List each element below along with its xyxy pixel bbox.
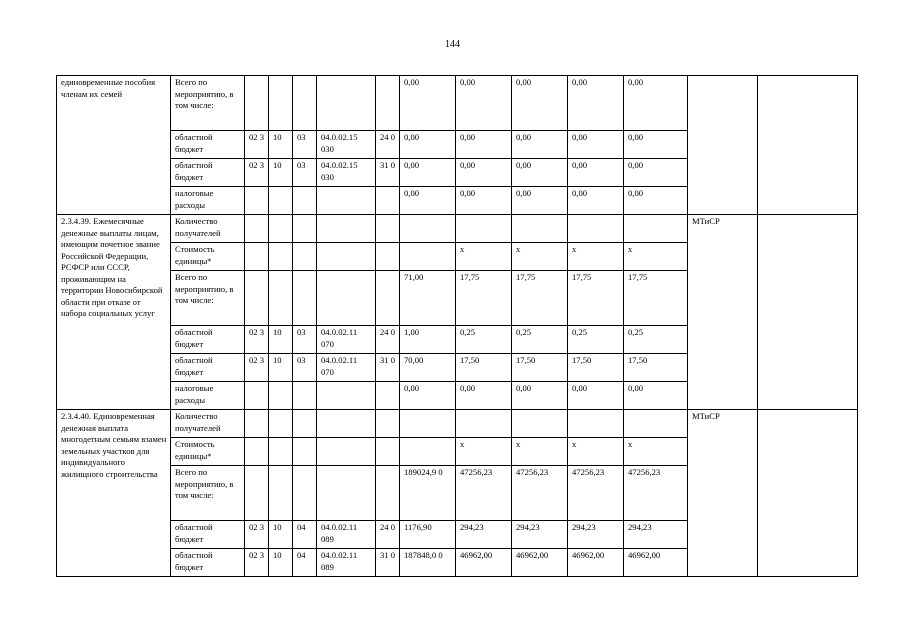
code-type-cell — [376, 243, 400, 271]
value-year4-cell: 0,00 — [624, 76, 688, 131]
value-year1-cell: 0,00 — [456, 187, 512, 215]
value-year1-cell: 0,00 — [456, 159, 512, 187]
code-target-cell: 04.0.02.15 030 — [317, 131, 376, 159]
code-grbs-cell — [245, 382, 269, 410]
value-year4-cell: 0,00 — [624, 131, 688, 159]
code-section-cell — [269, 438, 293, 466]
code-subsection-cell — [293, 382, 317, 410]
code-type-cell — [376, 438, 400, 466]
value-year4-cell — [624, 410, 688, 438]
code-section-cell — [269, 410, 293, 438]
executor-cell: МТиСР — [688, 410, 758, 577]
code-grbs-cell — [245, 410, 269, 438]
value-year4-cell: 0,00 — [624, 382, 688, 410]
value-year1-cell: 17,50 — [456, 354, 512, 382]
table-row — [57, 215, 858, 243]
code-type-cell: 24 0 — [376, 521, 400, 549]
value-year4-cell: 47256,23 — [624, 466, 688, 521]
value-year1-cell: 0,25 — [456, 326, 512, 354]
code-section-cell — [269, 215, 293, 243]
code-type-cell: 24 0 — [376, 131, 400, 159]
value-year2-cell: х — [512, 438, 568, 466]
code-type-cell — [376, 382, 400, 410]
code-target-cell — [317, 466, 376, 521]
value-year2-cell: 0,00 — [512, 187, 568, 215]
value-year1-cell: х — [456, 243, 512, 271]
value-year4-cell: 17,50 — [624, 354, 688, 382]
code-subsection-cell: 03 — [293, 159, 317, 187]
code-type-cell — [376, 76, 400, 131]
value-total-cell: 1176,90 — [400, 521, 456, 549]
value-total-cell: 187848,0 0 — [400, 549, 456, 577]
value-total-cell — [400, 215, 456, 243]
value-year4-cell — [624, 215, 688, 243]
indicator-cell: Количество получателей — [171, 410, 245, 438]
value-total-cell — [400, 438, 456, 466]
value-year1-cell: 47256,23 — [456, 466, 512, 521]
code-grbs-cell: 02 3 — [245, 159, 269, 187]
code-target-cell — [317, 76, 376, 131]
code-type-cell — [376, 271, 400, 326]
code-target-cell — [317, 410, 376, 438]
value-year2-cell: 0,00 — [512, 131, 568, 159]
code-target-cell: 04.0.02.11 070 — [317, 354, 376, 382]
value-year2-cell: 17,75 — [512, 271, 568, 326]
value-year3-cell: 0,25 — [568, 326, 624, 354]
value-year3-cell — [568, 215, 624, 243]
code-target-cell — [317, 215, 376, 243]
value-year3-cell: 0,00 — [568, 131, 624, 159]
value-year2-cell: 0,25 — [512, 326, 568, 354]
code-section-cell — [269, 187, 293, 215]
value-year3-cell: 17,75 — [568, 271, 624, 326]
value-year2-cell: 17,50 — [512, 354, 568, 382]
executor-cell: МТиСР — [688, 215, 758, 410]
table-row — [57, 410, 858, 438]
code-section-cell: 10 — [269, 521, 293, 549]
code-target-cell: 04.0.02.11 070 — [317, 326, 376, 354]
code-section-cell — [269, 76, 293, 131]
value-total-cell: 0,00 — [400, 76, 456, 131]
code-type-cell — [376, 215, 400, 243]
indicator-cell: областной бюджет — [171, 326, 245, 354]
indicator-cell: Количество получателей — [171, 215, 245, 243]
value-total-cell — [400, 243, 456, 271]
value-year3-cell: 0,00 — [568, 159, 624, 187]
code-subsection-cell — [293, 410, 317, 438]
code-type-cell: 31 0 — [376, 549, 400, 577]
value-total-cell: 0,00 — [400, 382, 456, 410]
indicator-cell: налоговые расходы — [171, 187, 245, 215]
code-section-cell: 10 — [269, 131, 293, 159]
value-year1-cell: 0,00 — [456, 382, 512, 410]
value-year2-cell: 0,00 — [512, 76, 568, 131]
value-total-cell: 0,00 — [400, 131, 456, 159]
value-year4-cell: 0,25 — [624, 326, 688, 354]
code-subsection-cell: 04 — [293, 549, 317, 577]
code-subsection-cell: 03 — [293, 354, 317, 382]
code-target-cell: 04.0.02.11 089 — [317, 521, 376, 549]
code-grbs-cell — [245, 243, 269, 271]
code-target-cell: 04.0.02.11 089 — [317, 549, 376, 577]
activity-name-cell: 2.3.4.40. Единовременная денежная выплата многодетным семьям взамен земельных участков для индивидуального жилищного строительства — [57, 410, 171, 577]
code-grbs-cell: 02 3 — [245, 131, 269, 159]
activity-name-cell: единовременные пособия членам их семей — [57, 76, 171, 215]
code-type-cell — [376, 410, 400, 438]
value-year2-cell — [512, 215, 568, 243]
value-year1-cell — [456, 215, 512, 243]
code-target-cell: 04.0.02.15 030 — [317, 159, 376, 187]
value-year2-cell: 46962,00 — [512, 549, 568, 577]
indicator-cell: областной бюджет — [171, 549, 245, 577]
indicator-cell: Всего по мероприятию, в том числе: — [171, 466, 245, 521]
value-year1-cell — [456, 410, 512, 438]
code-target-cell — [317, 187, 376, 215]
note-cell — [758, 76, 858, 215]
value-total-cell: 70,00 — [400, 354, 456, 382]
value-year1-cell: 0,00 — [456, 76, 512, 131]
code-section-cell — [269, 382, 293, 410]
executor-cell — [688, 76, 758, 215]
note-cell — [758, 410, 858, 577]
value-year4-cell: 0,00 — [624, 159, 688, 187]
code-subsection-cell — [293, 438, 317, 466]
table-row — [57, 76, 858, 131]
code-target-cell — [317, 382, 376, 410]
code-section-cell: 10 — [269, 354, 293, 382]
indicator-cell: Стоимость единицы* — [171, 243, 245, 271]
note-cell — [758, 215, 858, 410]
code-target-cell — [317, 243, 376, 271]
indicator-cell: областной бюджет — [171, 521, 245, 549]
code-section-cell: 10 — [269, 549, 293, 577]
value-year1-cell: х — [456, 438, 512, 466]
code-grbs-cell — [245, 215, 269, 243]
code-section-cell — [269, 243, 293, 271]
value-year1-cell: 17,75 — [456, 271, 512, 326]
code-section-cell — [269, 271, 293, 326]
code-subsection-cell — [293, 76, 317, 131]
code-target-cell — [317, 271, 376, 326]
code-subsection-cell: 03 — [293, 131, 317, 159]
value-year4-cell: 17,75 — [624, 271, 688, 326]
value-total-cell: 189024,9 0 — [400, 466, 456, 521]
code-type-cell — [376, 187, 400, 215]
code-subsection-cell — [293, 243, 317, 271]
indicator-cell: Всего по мероприятию, в том числе: — [171, 271, 245, 326]
value-year4-cell: х — [624, 243, 688, 271]
code-grbs-cell: 02 3 — [245, 326, 269, 354]
code-subsection-cell — [293, 215, 317, 243]
code-subsection-cell: 04 — [293, 521, 317, 549]
activity-name-cell: 2.3.4.39. Ежемесячные денежные выплаты лицам, имеющим почетное звание Российской Федерации, РСФСР или СССР, проживающим на территории Новосибирской области при отказе от набора социальных услуг — [57, 215, 171, 410]
code-subsection-cell — [293, 271, 317, 326]
code-grbs-cell — [245, 76, 269, 131]
code-type-cell: 31 0 — [376, 159, 400, 187]
code-subsection-cell — [293, 466, 317, 521]
value-year3-cell: х — [568, 438, 624, 466]
code-type-cell — [376, 466, 400, 521]
value-year1-cell: 0,00 — [456, 131, 512, 159]
indicator-cell: областной бюджет — [171, 354, 245, 382]
value-year3-cell: 294,23 — [568, 521, 624, 549]
value-year3-cell: 0,00 — [568, 187, 624, 215]
page-number: 144 — [445, 39, 460, 50]
budget-table — [56, 75, 858, 577]
value-year2-cell: х — [512, 243, 568, 271]
value-year2-cell: 294,23 — [512, 521, 568, 549]
value-total-cell: 0,00 — [400, 187, 456, 215]
code-grbs-cell — [245, 466, 269, 521]
code-section-cell — [269, 466, 293, 521]
code-grbs-cell: 02 3 — [245, 354, 269, 382]
value-year2-cell — [512, 410, 568, 438]
value-year4-cell: х — [624, 438, 688, 466]
code-grbs-cell: 02 3 — [245, 549, 269, 577]
value-year3-cell: 0,00 — [568, 76, 624, 131]
value-year1-cell: 294,23 — [456, 521, 512, 549]
value-total-cell: 1,00 — [400, 326, 456, 354]
code-section-cell: 10 — [269, 159, 293, 187]
code-type-cell: 31 0 — [376, 354, 400, 382]
value-year3-cell — [568, 410, 624, 438]
indicator-cell: налоговые расходы — [171, 382, 245, 410]
value-year3-cell: 46962,00 — [568, 549, 624, 577]
code-subsection-cell — [293, 187, 317, 215]
value-total-cell: 71,00 — [400, 271, 456, 326]
value-year4-cell: 46962,00 — [624, 549, 688, 577]
value-total-cell — [400, 410, 456, 438]
code-type-cell: 24 0 — [376, 326, 400, 354]
indicator-cell: областной бюджет — [171, 159, 245, 187]
value-year2-cell: 0,00 — [512, 382, 568, 410]
code-target-cell — [317, 438, 376, 466]
value-year4-cell: 0,00 — [624, 187, 688, 215]
value-year2-cell: 0,00 — [512, 159, 568, 187]
code-grbs-cell — [245, 438, 269, 466]
value-year3-cell: х — [568, 243, 624, 271]
code-subsection-cell: 03 — [293, 326, 317, 354]
code-grbs-cell — [245, 187, 269, 215]
value-year3-cell: 0,00 — [568, 382, 624, 410]
code-grbs-cell: 02 3 — [245, 521, 269, 549]
indicator-cell: областной бюджет — [171, 131, 245, 159]
value-year1-cell: 46962,00 — [456, 549, 512, 577]
value-year2-cell: 47256,23 — [512, 466, 568, 521]
code-section-cell: 10 — [269, 326, 293, 354]
value-year3-cell: 47256,23 — [568, 466, 624, 521]
indicator-cell: Всего по мероприятию, в том числе: — [171, 76, 245, 131]
indicator-cell: Стоимость единицы* — [171, 438, 245, 466]
value-year3-cell: 17,50 — [568, 354, 624, 382]
value-year4-cell: 294,23 — [624, 521, 688, 549]
code-grbs-cell — [245, 271, 269, 326]
value-total-cell: 0,00 — [400, 159, 456, 187]
